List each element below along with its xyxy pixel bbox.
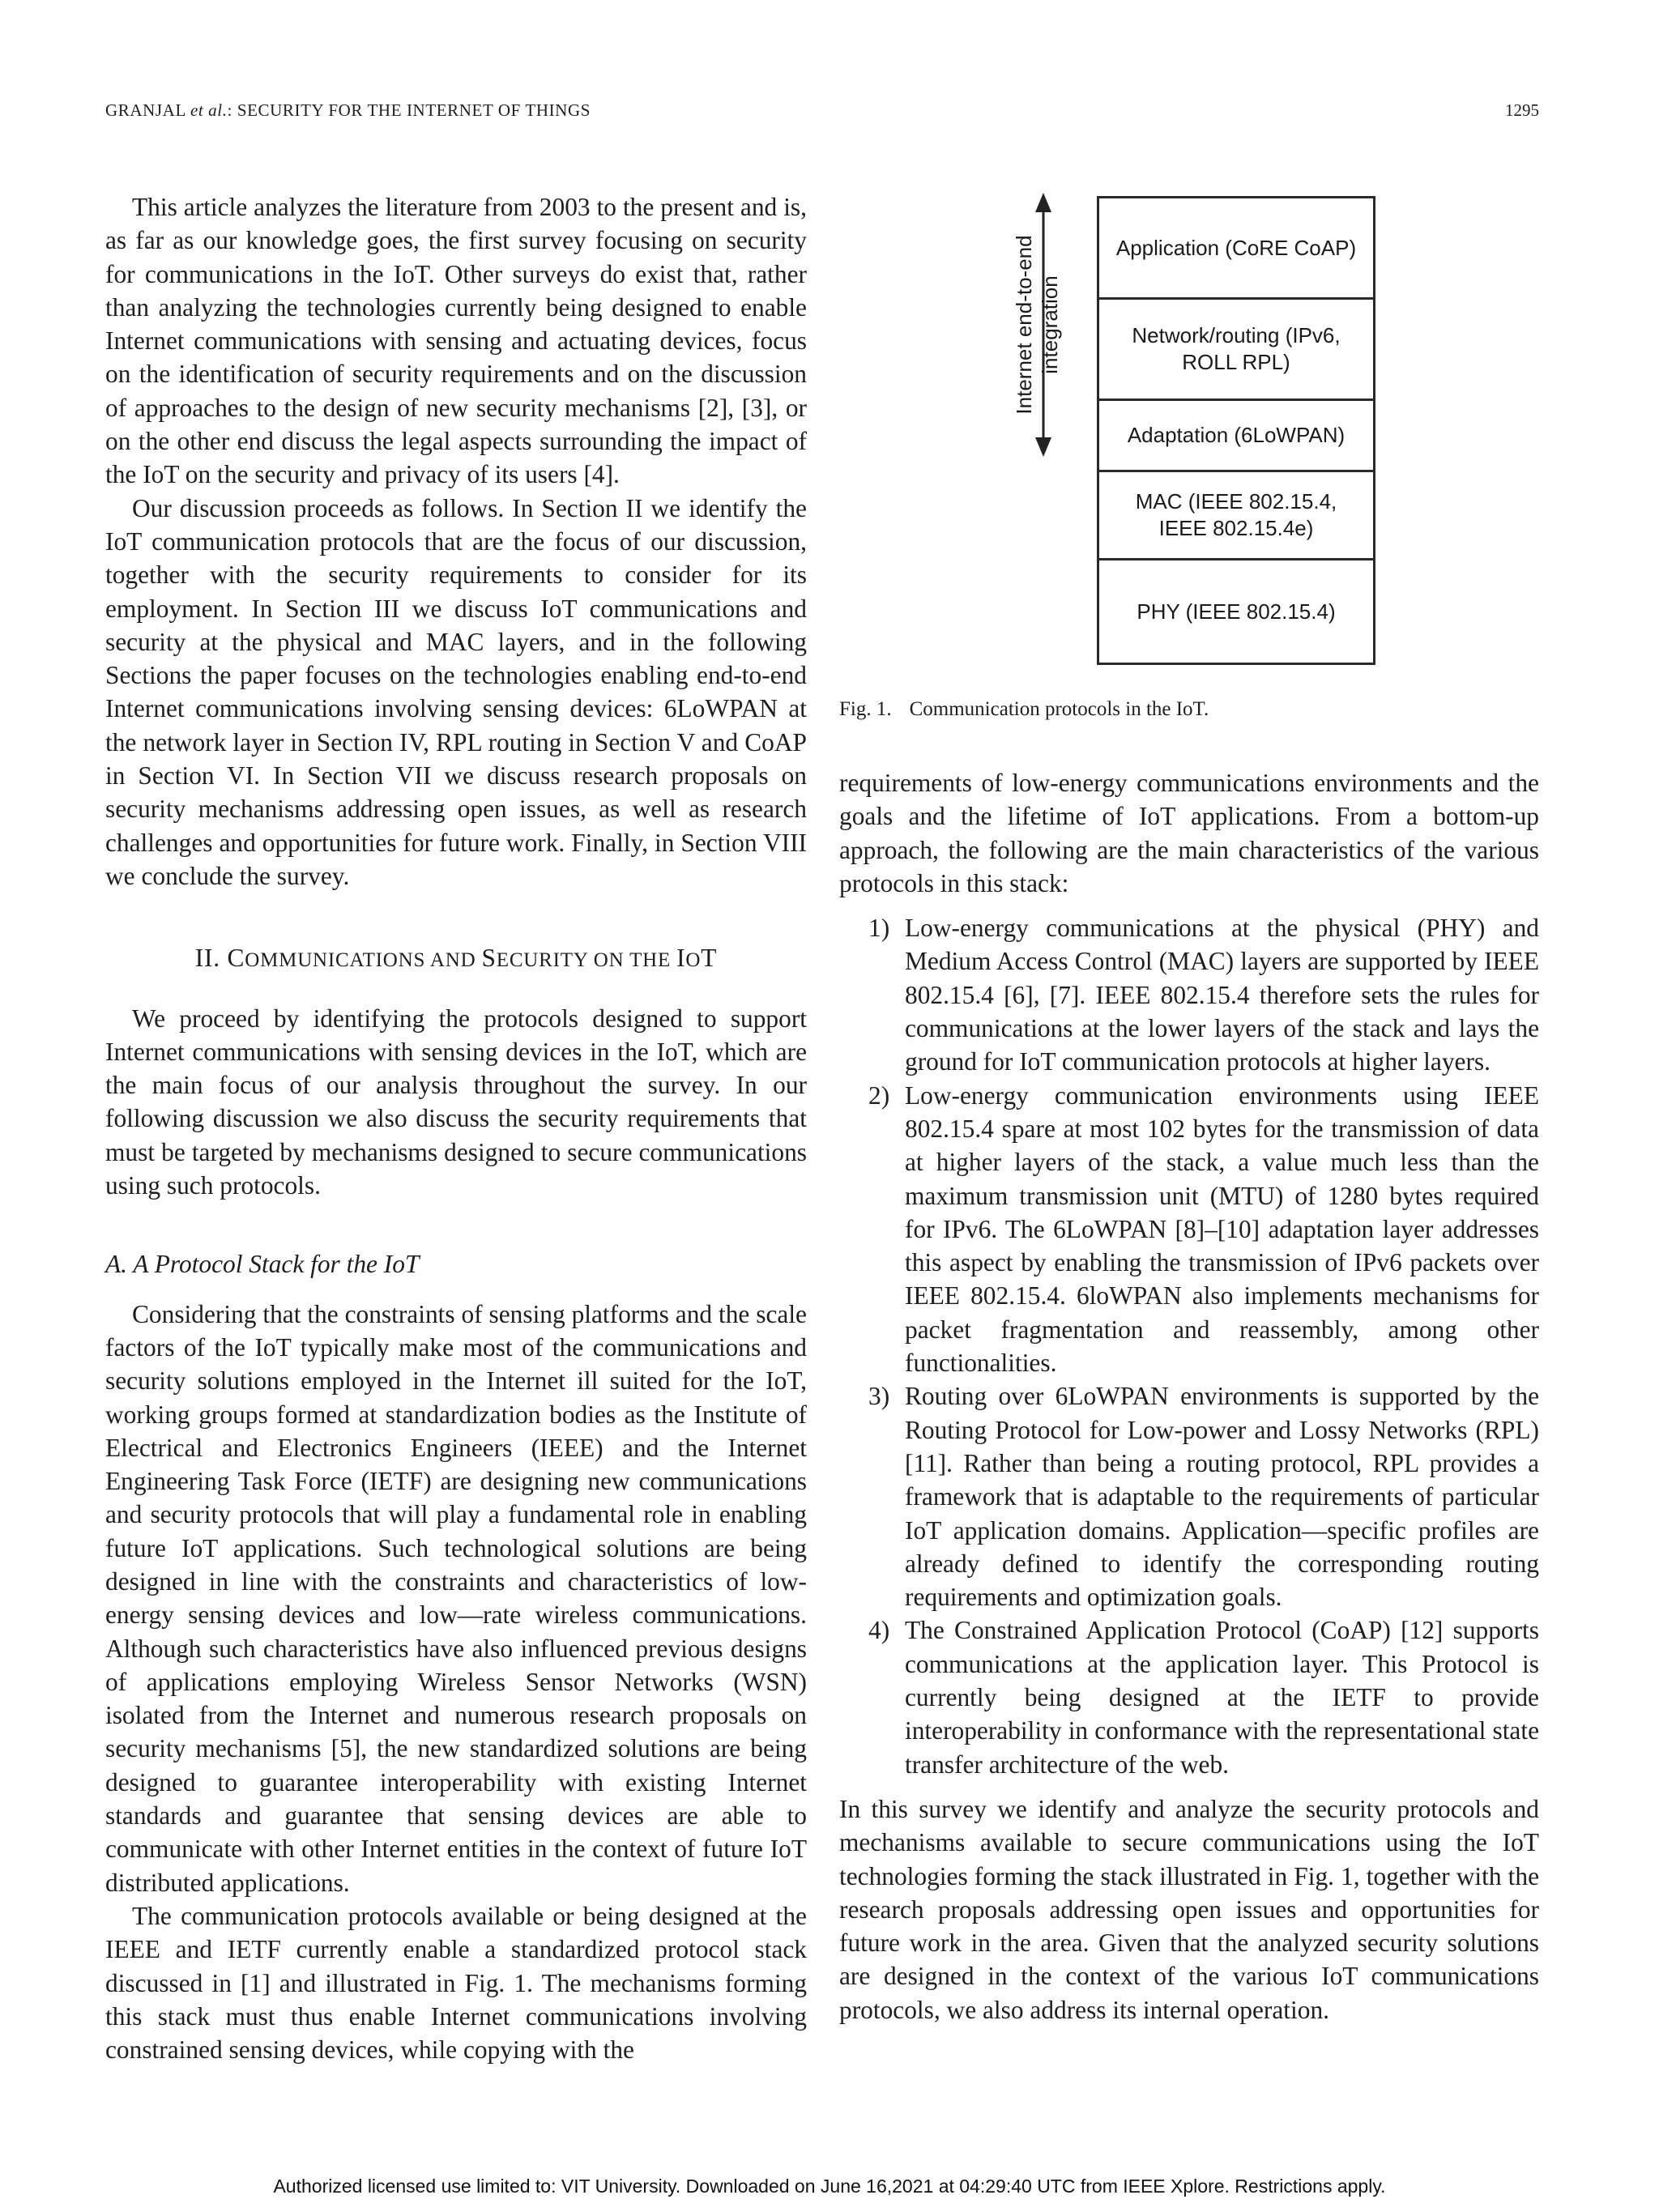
left-column bbox=[105, 190, 807, 2066]
download-notice: Authorized licensed use limited to: VIT University. Downloaded on June 16,2021 at 04:29:40 UTC from IEEE Xplore. Restrictions apply. bbox=[273, 2176, 1386, 2197]
arrow-label: Internet end-to-end integration bbox=[1012, 235, 1062, 415]
section-heading: II. COMMUNICATIONS AND SECURITY ON THE IOT bbox=[194, 944, 718, 973]
layer-network: Network/routing (IPv6, ROLL RPL) bbox=[1099, 300, 1373, 401]
list-item: 3) Routing over 6LoWPAN environments is supported by the Routing Protocol for Low-power and Lossy Networks (RPL) [11]. Rather than being a routing protocol, RPL provides a framework that is adaptable to the requirements of particular IoT application domains. Application—specific profiles are already defined to identify the corresponding routing requirements and optimization goals. bbox=[868, 1382, 1539, 1612]
protocol-stack bbox=[1097, 196, 1375, 665]
figure-protocol-stack bbox=[988, 191, 1377, 669]
layer-mac: MAC (IEEE 802.15.4, IEEE 802.15.4e) bbox=[1099, 472, 1373, 560]
paragraph: Considering that the constraints of sensing platforms and the scale factors of the IoT typically make most of the communications and security solutions employed in the Internet ill suited for the IoT, working groups formed at standardization bodies as the Institute of Electrical and Electronics Engineers (IEEE) and the Internet Engineering Task Force (IETF) are designing new communications and security protocols that will play a fundamental role in enabling future IoT applications. Such technological solutions are being designed in line with the constraints and characteristics of low-energy sensing devices and low—rate wireless communications. Although such characteristics have also influenced previous designs of applications employing Wireless Sensor Networks (WSN) isolated from the Internet and numerous research proposals on security mechanisms [5], the new standardized solutions are being designed to guarantee interoperability with existing Internet standards and guarantee that sensing devices are able to communicate with other Internet entities in the context of future IoT distributed applications. bbox=[105, 1299, 807, 1897]
list-item: 4) The Constrained Application Protocol (CoAP) [12] supports communications at the application layer. This Protocol is currently being designed at the IETF to provide interoperability in conformance with the representational state transfer architecture of the web. bbox=[868, 1616, 1539, 1779]
layer-application: Application (CoRE CoAP) bbox=[1099, 198, 1373, 300]
paragraph: The communication protocols available or being designed at the IEEE and IETF currently enable a standardized protocol stack discussed in [1] and illustrated in Fig. 1. The mechanisms forming this stack must thus enable Internet communications involving constrained sensing devices, while copying with the bbox=[105, 1901, 807, 2065]
layer-adaptation: Adaptation (6LoWPAN) bbox=[1099, 401, 1373, 472]
numbered-list bbox=[839, 911, 1539, 1781]
subsection-heading: A. A Protocol Stack for the IoT bbox=[105, 1250, 420, 1279]
paragraph: We proceed by identifying the protocols designed to support Internet communications with sensing devices in the IoT, which are the main focus of our analysis throughout the survey. In our following discussion we also discuss the security requirements that must be targeted by mechanisms designed to secure communications using such protocols. bbox=[105, 1004, 807, 1200]
paragraph: requirements of low-energy communications environments and the goals and the lifetime of IoT applications. From a bottom-up approach, the following are the main characteristics of the various protocols in this stack: bbox=[839, 769, 1539, 897]
header-title: : SECURITY FOR THE INTERNET OF THINGS bbox=[227, 100, 591, 120]
paragraph: This article analyzes the literature from 2003 to the present and is, as far as our knowledge goes, the first survey focusing on security for communications in the IoT. Other surveys do exist that, rather than analyzing the technologies currently being designed to enable Internet communications with sensing and actuating devices, focus on the identification of security requirements and on the discussion of approaches to the design of new security mechanisms [2], [3], or on the other end discuss the legal aspects surrounding the impact of the IoT on the security and privacy of its users [4]. bbox=[105, 193, 807, 489]
header-authors: GRANJAL bbox=[105, 100, 190, 120]
right-column bbox=[839, 766, 1539, 2027]
header-etal: et al. bbox=[190, 100, 228, 120]
list-item: 2) Low-energy communication environments using IEEE 802.15.4 spare at most 102 bytes for the transmission of data at higher layers of the stack, a value much less than the maximum transmission unit (MTU) of 1280 bytes required for IPv6. The 6LoWPAN [8]–[10] adaptation layer addresses this aspect by enabling the transmission of IPv6 packets over IEEE 802.15.4. 6loWPAN also implements mechanisms for packet fragmentation and reassembly, among other functionalities. bbox=[868, 1080, 1539, 1378]
layer-phy: PHY (IEEE 802.15.4) bbox=[1137, 599, 1336, 624]
figure-caption: Fig. 1. Communication protocols in the IoT. bbox=[839, 698, 1209, 720]
paragraph: Our discussion proceeds as follows. In Section II we identify the IoT communication protocols that are the focus of our discussion, together with the security requirements to consider for its employment. In Section III we discuss IoT communications and security at the physical and MAC layers, and in the following Sections the paper focuses on the technologies enabling end-to-end Internet communications involving sensing devices: 6LoWPAN at the network layer in Section IV, RPL routing in Section V and CoAP in Section VI. In Section VII we discuss research proposals on security mechanisms addressing open issues, as well as research challenges and opportunities for future work. Finally, in Section VIII we conclude the survey. bbox=[105, 493, 807, 890]
list-item: 1) Low-energy communications at the physical (PHY) and Medium Access Control (MAC) layers are supported by IEEE 802.15.4 [6], [7]. IEEE 802.15.4 therefore sets the rules for communications at the lower layers of the stack and lays the ground for IoT communication protocols at higher layers. bbox=[868, 914, 1539, 1076]
page-number: 1295 bbox=[1505, 100, 1539, 120]
paragraph: In this survey we identify and analyze the security protocols and mechanisms available to secure communications using the IoT technologies forming the stack illustrated in Fig. 1, together with the research proposals addressing open issues and opportunities for future work in the area. Given that the analyzed security solutions are designed in the context of the various IoT communications protocols, we also address its internal operation. bbox=[839, 1794, 1539, 2024]
running-header bbox=[105, 100, 591, 121]
